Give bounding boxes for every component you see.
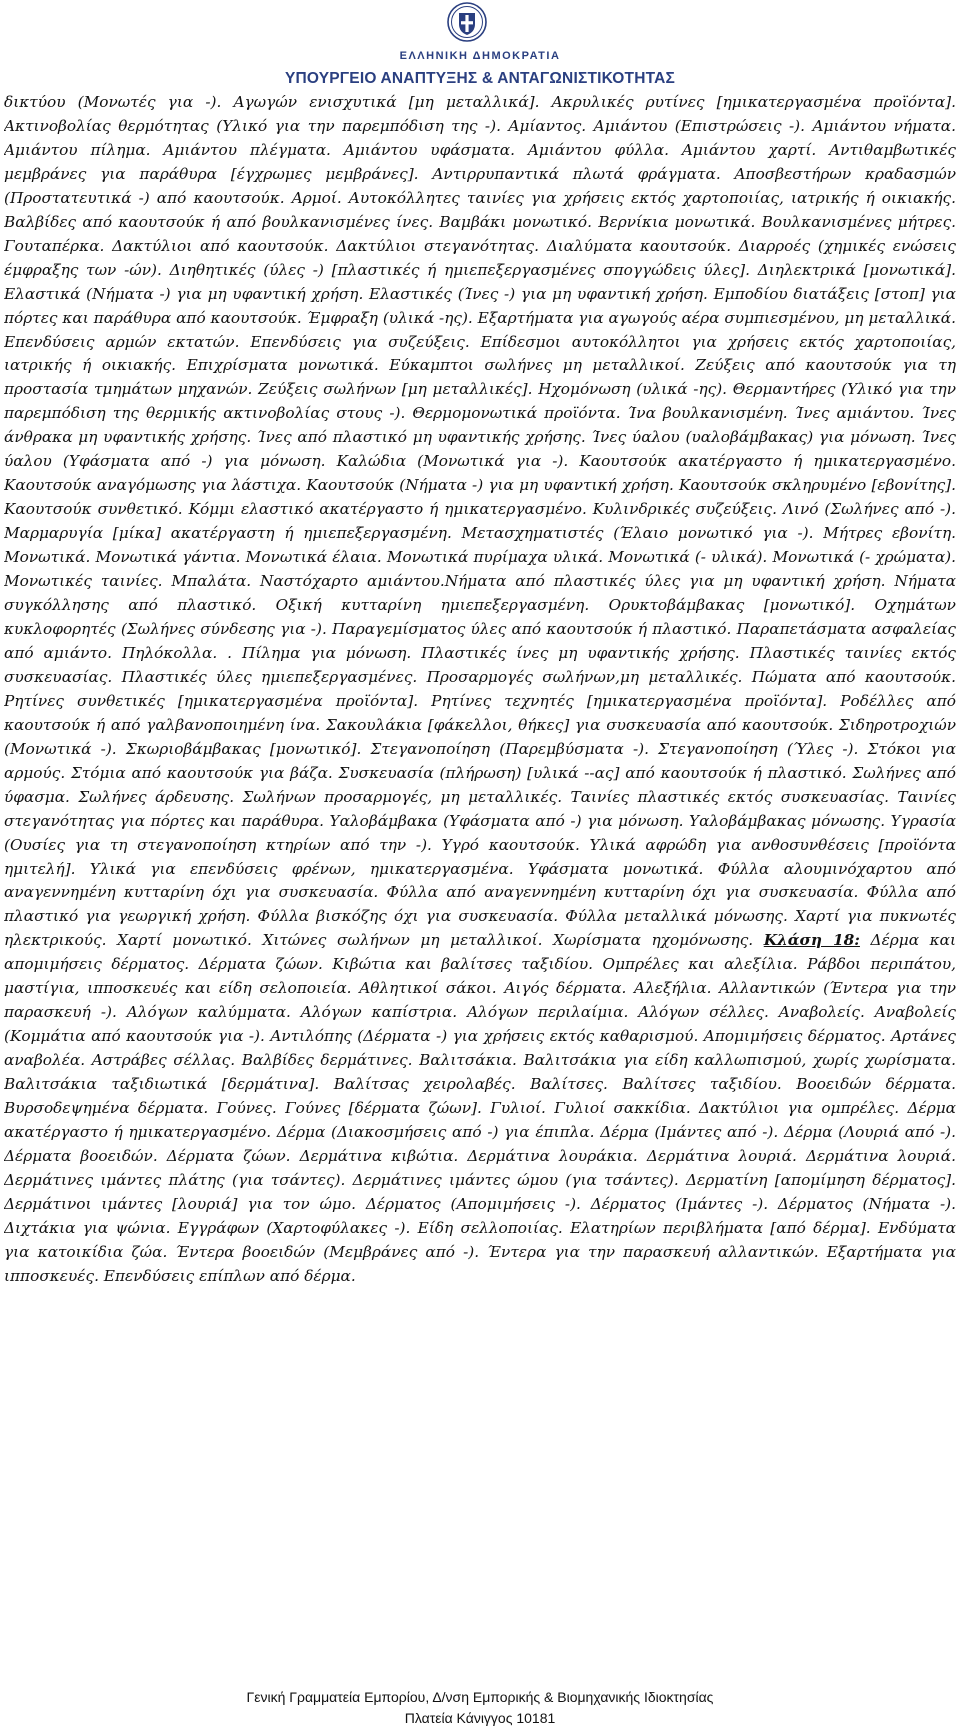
footer-address: Πλατεία Κάνιγγος 10181 bbox=[404, 1710, 556, 1726]
class-18-heading: Κλάση 18: bbox=[763, 931, 860, 950]
greek-coat-of-arms-icon bbox=[447, 2, 487, 42]
class-17-goods-text: δικτύου (Μονωτές για -). Αγωγών ενισχυτικά [μη μεταλλικά]. Ακρυλικές ρυτίνες [ημικατεργασμένα προϊόντα]. Ακτινοβολίας θερμότητας (Υλικό για την παρεμπόδιση της -). Αμίαντος. Αμιάντου (Επιστρώσεις -). Αμιάντου νήματα. Αμιάντου πίλημα. Αμιάντου πλέγματα. Αμιάντου υφάσματα. Αμιάντου φύλλα. Αμιάντου χαρτί. Αντιθαμβωτικές μεμβράνες για παράθυρα [έγχρωμες μεμβράνες]. Αντιρρυπαντικά πλωτά φράγματα. Αποσβεστήρων κραδασμών (Προστατευτικά -) από καουτσούκ. Αρμοί. Αυτοκόλλητες ταινίες για χρήσεις εκτός χαρτοποιίας, ιατρικής ή οικιακής. Βαλβίδες από καουτσούκ ή από βουλκανισμένες ίνες. Βαμβάκι μονωτικό. Βερνίκια μονωτικά. Βουλκανισμένες μήτρες. Γουταπέρκα. Δακτύλιοι από καουτσούκ. Δακτύλιοι στεγανότητας. Διαλύματα καουτσούκ. Διαρροές (χημικές ενώσεις έμφραξης των -ών). Διηθητικές (ύλες -) [πλαστικές ή ημιεπεξεργασμένες σπογγώδεις ύλες]. Διηλεκτρικά [μονωτικά]. Ελαστικά (Νήματα -) για μη υφαντική χρήση. Ελαστικές (Ίνες -) για μη υφαντική χρήση. Εμποδίου διατάξεις [στοπ] για πόρτες και παράθυρα από καουτσούκ. Έμφραξη (υλικά -ης). Εξαρτήματα για αγωγούς αέρα συμπιεσμένου, μη μεταλλικά. Επενδύσεις αρμών εκτατών. Επενδύσεις για συζεύξεις. Επίδεσμοι αυτοκόλλητοι για χρήσεις εκτός χαρτοποιίας, ιατρικής ή οικιακής. Επιχρίσματα μονωτικά. Εύκαμπτοι σωλήνες μη μεταλλικοί. Ζεύξεις από καουτσούκ για τη προστασία τμημάτων μηχανών. Ζεύξεις σωλήνων [μη μεταλλικές]. Ηχομόνωση (υλικά -ης). Θερμαντήρες (Υλικό για την παρεμπόδιση της θερμικής ακτινοβολίας στους -). Θερμομονωτικά προϊόντα. Ίνα βουλκανισμένη. Ίνες αμιάντου. Ίνες άνθρακα μη υφαντικής χρήσης. Ίνες από πλαστικό μη υφαντικής χρήσης. Ίνες ύαλου (υαλοβάμβακας) για μόνωση. Ίνες ύαλου (Υφάσματα από -) για μόνωση. Καλώδια (Μονωτικά για -). Καουτσούκ ακατέργαστο ή ημικατεργασμένο. Καουτσούκ αναγόμωσης για λάστιχα. Καουτσούκ (Νήματα -) για μη υφαντική χρήση. Καουτσούκ σκληρυμένο [εβονίτης]. Καουτσούκ συνθετικό. Κόμμι ελαστικό ακατέργαστο ή ημικατεργασμένο. Κυλινδρικές συζεύξεις. Λινό (Σωλήνες από -). Μαρμαρυγία [μίκα] ακατέργαστη ή ημιεπεξεργασμένη. Μετασχηματιστές (Έλαιο μονωτικό για -). Μήτρες εβονίτη. Μονωτικά. Μονωτικά γάντια. Μονωτικά έλαια. Μονωτικά πυρίμαχα υλικά. Μονωτικά (- υλικά). Μονωτικά (- χρώματα). Μονωτικές ταινίες. Μπαλάτα. Ναστόχαρτο αμιάντου.Νήματα από πλαστικές ύλες για μη υφαντική χρήση. Νήματα συγκόλλησης από πλαστικό. Οξική κυτταρίνη ημιεπεξεργασμένη. Ορυκτοβάμβακας [μονωτικό]. Οχημάτων κυκλοφορητές (Σωλήνες σύνδεσης για -). Παραγεμίσματος ύλες από καουτσούκ ή πλαστικό. Παραπετάσματα ασφαλείας από αμιάντο. Πηλόκολλα. . Πίλημα για μόνωση. Πλαστικές ίνες μη υφαντικής χρήσης. Πλαστικές ταινίες εκτός συσκευασίας. Πλαστικές ύλες ημιεπεξεργασμένες. Προσαρμογές σωλήνων,μη μεταλλικές. Πώματα από καουτσούκ. Ρητίνες συνθετικές [ημικατεργασμένα προϊόντα]. Ρητίνες τεχνητές [ημικατεργασμένα προϊόντα]. Ροδέλλες από καουτσούκ ή από γαλβανοποιημένη ίνα. Σακουλάκια [φάκελλοι, θήκες] για συσκευασία από καουτσούκ. Σιδηροτροχιών (Μονωτικά -). Σκωριοβάμβακας [μονωτικό]. Στεγανοποίηση (Παρεμβύσματα -). Στεγανοποίηση (Ύλες -). Στόκοι για αρμούς. Στόμια από καουτσούκ για βάζα. Συσκευασία (πλήρωση) [υλικά --ας] από καουτσούκ ή πλαστικό. Σωλήνες από ύφασμα. Σωλήνες άρδευσης. Σωλήνων προσαρμογές, μη μεταλλικές. Ταινίες πλαστικές εκτός συσκευασίας. Ταινίες στεγανότητας για πόρτες και παράθυρα. Υαλοβάμβακα (Υφάσματα από -) για μόνωση. Υαλοβάμβακας μόνωσης. Υγρασία (Ουσίες για τη στεγανοποίηση κτηρίων από την -). Υγρό καουτσούκ. Υλικά αφρώδη για ανθοσυνθέσεις [προϊόντα ημιτελή]. Υλικά για επενδύσεις φρένων, ημικατεργασμένα. Υφάσματα μονωτικά. Φύλλα αλουμινόχαρτου από αναγεννημένη κυτταρίνη όχι για συσκευασία. Φύλλα από αναγεννημένη κυτταρίνη όχι για συσκευασία. Φύλλα από πλαστικό για γεωργική χρήση. Φύλλα βισκόζης όχι για συσκευασία. Φύλλα μεταλλικά μόνωσης. Χαρτί για πυκνωτές ηλεκτρικούς. Χαρτί μονωτικό. Χιτώνες σωλήνων μη μεταλλικοί. Χωρίσματα ηχομόνωσης. bbox=[4, 93, 956, 950]
page-footer bbox=[0, 1687, 960, 1729]
goods-list-paragraph bbox=[4, 91, 956, 1289]
class-18-goods-text: Δέρμα και απομιμήσεις δέρματος. Δέρματα ζώων. Κιβώτια και βαλίτσες ταξιδίου. Ομπρέλες και αλεξίλια. Ράβδοι περιπάτου, μαστίγια, ιπποσκευές και είδη σελοποιεία. Αθλητικοί σάκοι. Αιγός δέρματα. Αλεξήλια. Αλλαντικών (Έντερα για την παρασκευή -). Αλόγων καλύμματα. Αλόγων καπίστρια. Αλόγων περιλαίμια. Αλόγων σέλλες. Αναβολείς. Αναβολείς (Κομμάτια από καουτσούκ για -). Αντιλόπης (Δέρματα -) για χρήσεις εκτός καθαρισμού. Απομιμήσεις δέρματος. Αρτάνες αναβολέα. Αστράβες σέλλας. Βαλβίδες δερμάτινες. Βαλιτσάκια. Βαλιτσάκια για είδη καλλωπισμού, χωρίς χωρίσματα. Βαλιτσάκια ταξιδιωτικά [δερμάτινα]. Βαλίτσας χειρολαβές. Βαλίτσες. Βαλίτσες ταξιδίου. Βοοειδών δέρματα. Βυρσοδεψημένα δέρματα. Γούνες. Γούνες [δέρματα ζώων]. Γυλιοί. Γυλιοί σακκίδια. Δακτύλιοι για ομπρέλες. Δέρμα ακατέργαστο ή ημικατεργασμένο. Δέρμα (Διακοσμήσεις από -) για έπιπλα. Δέρμα (Ιμάντες από -). Δέρμα (Λουριά από -). Δέρματα βοοειδών. Δέρματα ζώων. Δερμάτινα κιβώτια. Δερμάτινα λουράκια. Δερμάτινα λουριά. Δερμάτινα λουριά. Δερμάτινες ιμάντες πλάτης (για τσάντες). Δερμάτινες ιμάντες ώμου (για τσάντες). Δερματίνη [απομίμηση δέρματος]. Δερμάτινοι ιμάντες [λουριά] για τον ώμο. Δέρματος (Απομιμήσεις -). Δέρματος (Ιμάντες -). Δέρματος (Νήματα -). Διχτάκια για ψώνια. Εγγράφων (Χαρτοφύλακες -). Είδη σελλοποιίας. Ελατηρίων περιβλήματα [από δέρμα]. Ενδύματα για κατοικίδια ζώα. Έντερα βοοειδών (Μεμβράνες από -). Έντερα για την παρασκευή αλλαντικών. Εξαρτήματα για ιπποσκευές. Επενδύσεις επίπλων από δέρμα. bbox=[4, 931, 956, 1285]
ministry-title: ΥΠΟΥΡΓΕΙΟ ΑΝΑΠΤΥΞΗΣ & ΑΝΤΑΓΩΝΙΣΤΙΚΟΤΗΤΑΣ bbox=[284, 70, 676, 87]
republic-title: ΕΛΛΗΝΙΚΗ ΔΗΜΟΚΡΑΤΙΑ bbox=[399, 50, 561, 62]
letterhead bbox=[0, 0, 960, 94]
document-body bbox=[4, 91, 956, 1731]
footer-department: Γενική Γραμματεία Εμπορίου, Δ/νση Εμπορικής & Βιομηχανικής Ιδιοκτησίας bbox=[246, 1689, 714, 1705]
